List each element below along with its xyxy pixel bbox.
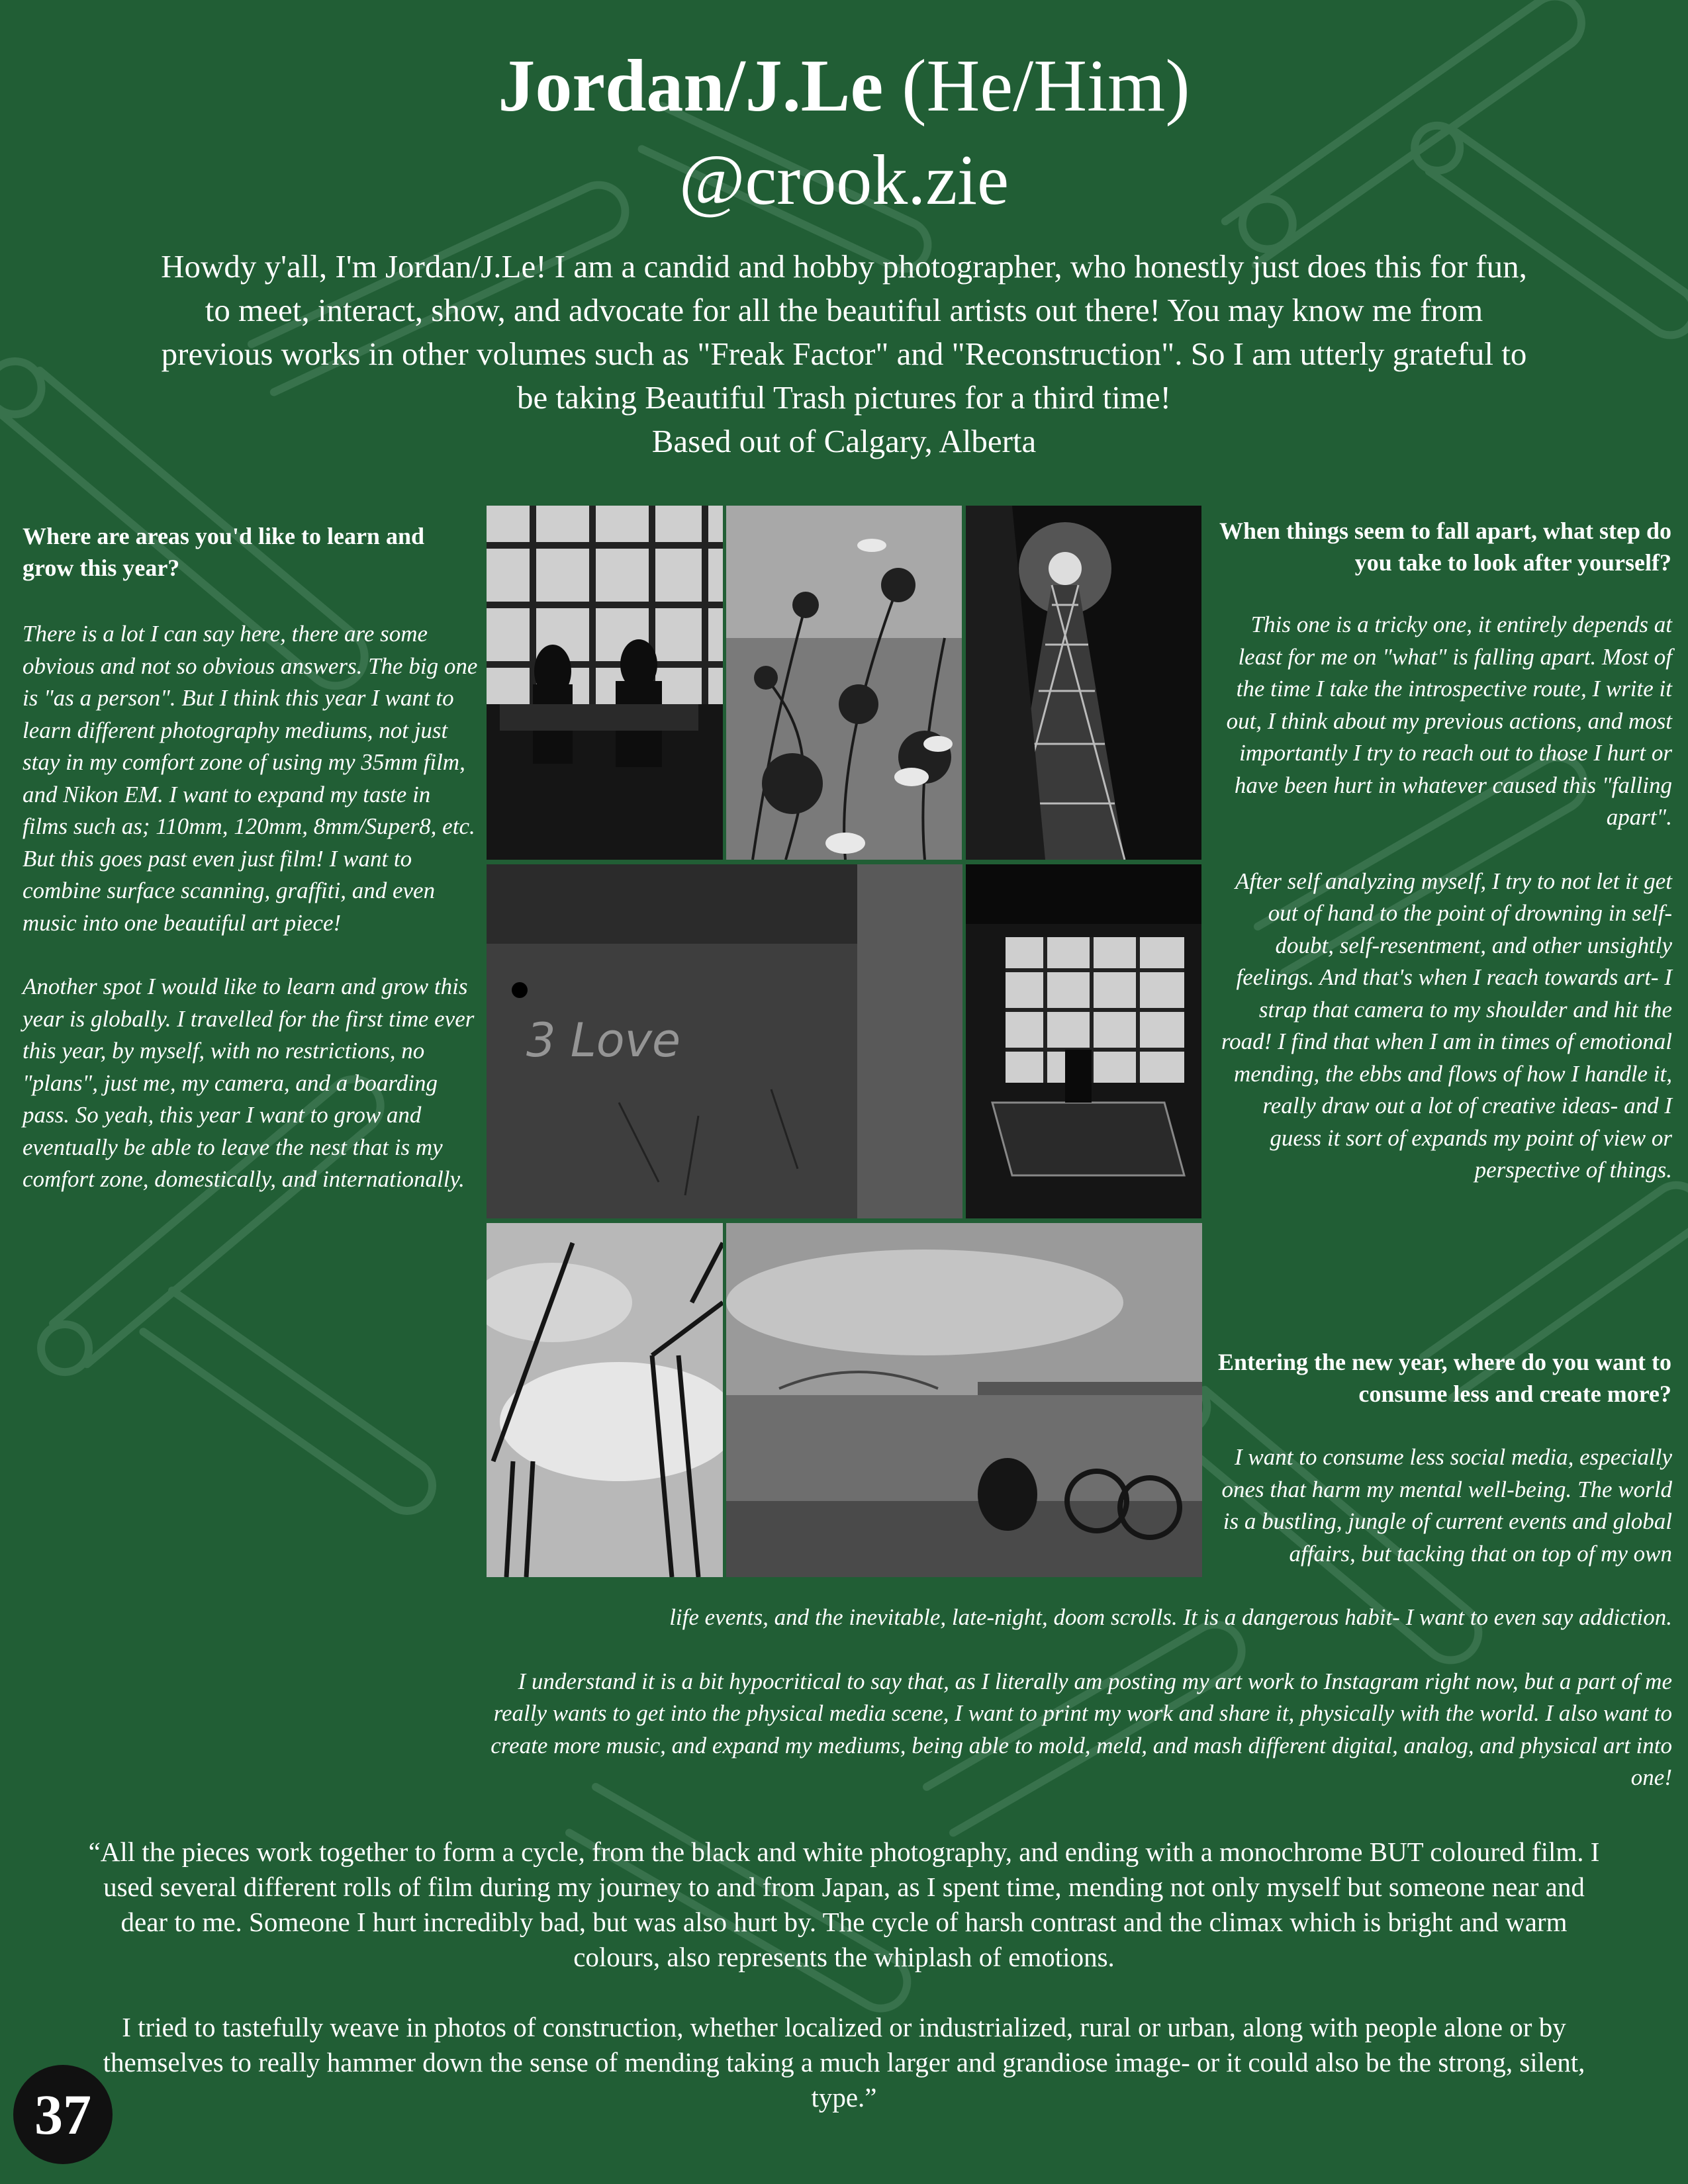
graffiti-text: 3 Love — [526, 1013, 681, 1068]
page-number-badge — [13, 2065, 113, 2164]
photo-graffiti-wall — [487, 864, 962, 1218]
artist-pronouns: (He/Him) — [902, 45, 1190, 127]
answer-paragraph: life events, and the inevitable, late-night, doom scrolls. It is a dangerous habit- I want to even say addiction. — [669, 1604, 1672, 1630]
statement-paragraph: I tried to tastefully weave in photos of construction, whether localized or industrialized, rural or urban, along with people alone or by themselves to really hammer down the sense of mending taking a much larger and grandiose image- or it could also be the strong, silent, type.” — [103, 2012, 1585, 2113]
question-consume-create: Entering the new year, where do you want to consume less and create more? — [1218, 1349, 1671, 1407]
photo-tower-night — [966, 506, 1201, 860]
intro-line: Howdy y'all, I'm Jordan/J.Le! I am a candid and hobby photographer, who honestly just does this for fun, — [161, 248, 1527, 285]
photo-waterfront-bridge — [726, 1223, 1202, 1577]
answer-paragraph: After self analyzing myself, I try to not let it get out of hand to the point of drowning in self-doubt, self-resentment, and other unsightly feelings. And that's when I reach towards art- I strap that camera to my shoulder and hit the road! I find that when I am in times of emotional mending, the ebbs and flows of how I handle it, really draw out a lot of creative ideas- and I guess it sort of expands my point of view or perspective of things. — [1221, 868, 1672, 1183]
intro-line: previous works in other volumes such as "Freak Factor" and "Reconstruction". So I am utterly grateful to — [161, 336, 1527, 372]
artist-handle: @crook.zie — [679, 141, 1009, 220]
answer-paragraph: There is a lot I can say here, there are some obvious and not so obvious answers. The big one is "as a person". But I think this year I want to learn different photography mediums, not just stay in my comfort zone of using my 35mm film, and Nikon EM. I want to expand my taste in films such as; 110mm, 120mm, 8mm/Super8, etc. But this goes past even just film! I want to combine surface scanning, graffiti, and even music into one beautiful art piece! — [23, 621, 478, 936]
answer-paragraph: Another spot I would like to learn and grow this year is globally. I travelled for the first time ever this year, by myself, with no restrictions, no "plans", just me, my camera, and a boarding pass. So yeah, this year I want to grow and eventually be able to leave the nest that is my comfort zone, domestically, and internationally. — [23, 974, 475, 1192]
answer-paragraph: I understand it is a bit hypocritical to say that, as I literally am posting my art work to Instagram right now, but a part of me really wants to get into the physical media scene, I want to print my work and share it, physically with the world. I also want to create more music, and expand my mediums, being able to mold, meld, and mash different digital, analog, and physical art into one! — [491, 1668, 1672, 1790]
intro-line: be taking Beautiful Trash pictures for a third time! — [517, 379, 1171, 416]
answer-consume-create — [1215, 1441, 1672, 1570]
photo-airport-interior — [966, 864, 1201, 1218]
photo-flowers — [726, 506, 962, 860]
artist-name-heading — [0, 40, 1688, 132]
artist-name: Jordan/J.Le — [498, 45, 884, 127]
artist-statement — [79, 1835, 1609, 2115]
page-number: 37 — [34, 2083, 91, 2146]
answer-fall-apart — [1215, 609, 1672, 1187]
intro-paragraph — [53, 245, 1635, 463]
answer-learn-grow — [23, 618, 479, 1196]
answer-paragraph: I want to consume less social media, especially ones that harm my mental well-being. The world is a bustling, jungle of current events and global affairs, but tacking that on top of my own — [1221, 1444, 1672, 1567]
photo-construction-cranes — [487, 1223, 723, 1577]
intro-location: Based out of Calgary, Alberta — [651, 423, 1037, 459]
answer-paragraph: This one is a tricky one, it entirely depends at least for me on "what" is falling apart. Most of the time I take the introspective route, I write it out, I think about my previous actions, and most importantly I try to reach out to those I hurt or have been hurt in whatever caused this "falling apart". — [1226, 612, 1672, 830]
photo-silhouettes-window — [487, 506, 723, 860]
intro-line: to meet, interact, show, and advocate for all the beautiful artists out there! You may know me from — [205, 292, 1483, 328]
question-fall-apart: When things seem to fall apart, what step do you take to look after yourself? — [1219, 518, 1671, 576]
answer-consume-create-continued — [477, 1602, 1672, 1794]
statement-paragraph: “All the pieces work together to form a cycle, from the black and white photography, and ending with a monochrome BUT coloured film. I used several different rolls of film during my journey to and from Japan, as I spent time, mending not only myself but someone near and dear to me. Someone I hurt incredibly bad, but was also hurt by. The cycle of harsh contrast and the climax which is bright and warm colours, also represents the whiplash of emotions. — [88, 1837, 1600, 1972]
question-learn-grow: Where are areas you'd like to learn and grow this year? — [23, 523, 424, 581]
